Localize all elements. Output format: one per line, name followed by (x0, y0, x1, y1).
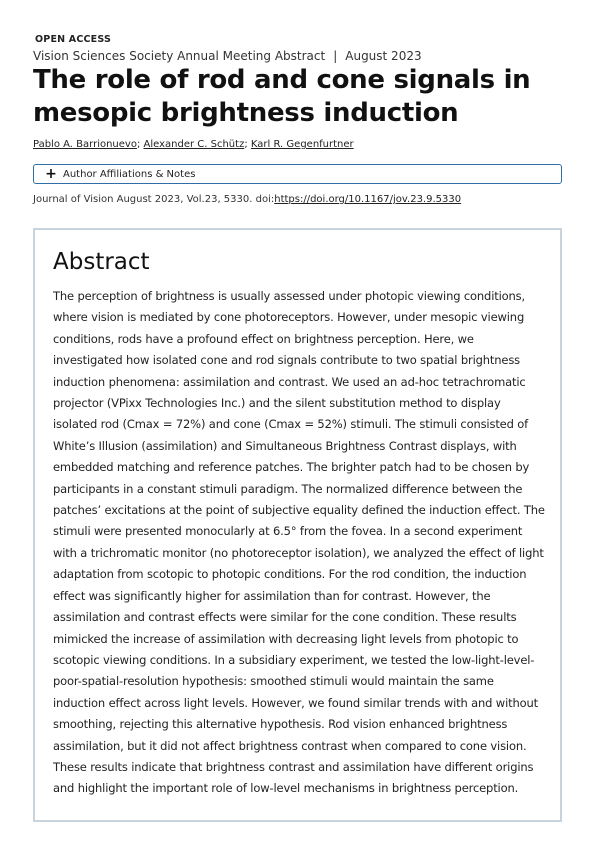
abstract-text: The perception of brightness is usually assessed under photopic viewing conditions, where vision is mediated by cone photoreceptors. However, under mesopic viewing conditions, rods have a profound effect on brightness perception. Here, we investigated how isolated cone and rod signals contribute to two spatial brightness induction phenomena: assimilation and contrast. We used an ad-hoc tetrachromatic projector (VPixx Technologies Inc.) and the silent substitution method to display isolated rod (Cmax = 72%) and cone (Cmax = 52%) stimuli. The stimuli consisted of White’s Illusion (assimilation) and Simultaneous Brightness Contrast displays, with embedded matching and reference patches. The brighter patch had to be chosen by participants in a constant stimuli paradigm. The normalized difference between the patches’ excitations at the point of subjective equality defined the induction effect. The stimuli were presented monocularly at 6.5° from the fovea. In a second experiment with a trichromatic monitor (no photoreceptor isolation), we analyzed the effect of light adaptation from scotopic to photopic conditions. For the rod condition, the induction effect was significantly higher for assimilation than for contrast. However, the assimilation and contrast effects were similar for the cone condition. These results mimicked the increase of assimilation with decreasing light levels from photopic to scotopic viewing conditions. In a subsidiary experiment, we tested the low-light-level-poor-spatial-resolution hypothesis: smoothed stimuli would maintain the same induction effect across light levels. However, we found similar trends with and without smoothing, rejecting this alternative hypothesis. Rod vision enhanced brightness assimilation, but it did not affect brightness contrast when compared to cone vision. These results indicate that brightness contrast and assimilation have different origins and highlight the important role of low-level mechanisms in brightness perception. (53, 289, 545, 796)
author-affiliations-label: Author Affiliations & Notes (63, 168, 196, 180)
author-link[interactable]: Karl R. Gegenfurtner (250, 139, 354, 150)
venue-label: Vision Sciences Society Annual Meeting Abstract (33, 49, 326, 63)
author-list: Pablo A. Barrionuevo; Alexander C. Schütz; Karl R. Gegenfurtner (33, 139, 354, 150)
citation-line (33, 194, 461, 205)
article-title: The role of rod and cone signals in mesopic brightness induction (33, 65, 531, 128)
doi-link[interactable]: https://doi.org/10.1167/jov.23.9.5330 (274, 194, 462, 205)
publication-date: August 2023 (345, 49, 422, 63)
author-link[interactable]: Pablo A. Barrionuevo (33, 139, 137, 150)
plus-icon: + (45, 166, 57, 182)
abstract-section (33, 228, 562, 822)
meta-separator: | (333, 49, 338, 63)
abstract-heading: Abstract (53, 249, 150, 275)
article-meta-line (33, 49, 422, 63)
citation-text: Journal of Vision August 2023, Vol.23, 5330. doi: (33, 194, 275, 205)
author-link[interactable]: Alexander C. Schütz (143, 139, 245, 150)
open-access-label: OPEN ACCESS (35, 34, 112, 45)
author-affiliations-button[interactable] (33, 164, 562, 184)
